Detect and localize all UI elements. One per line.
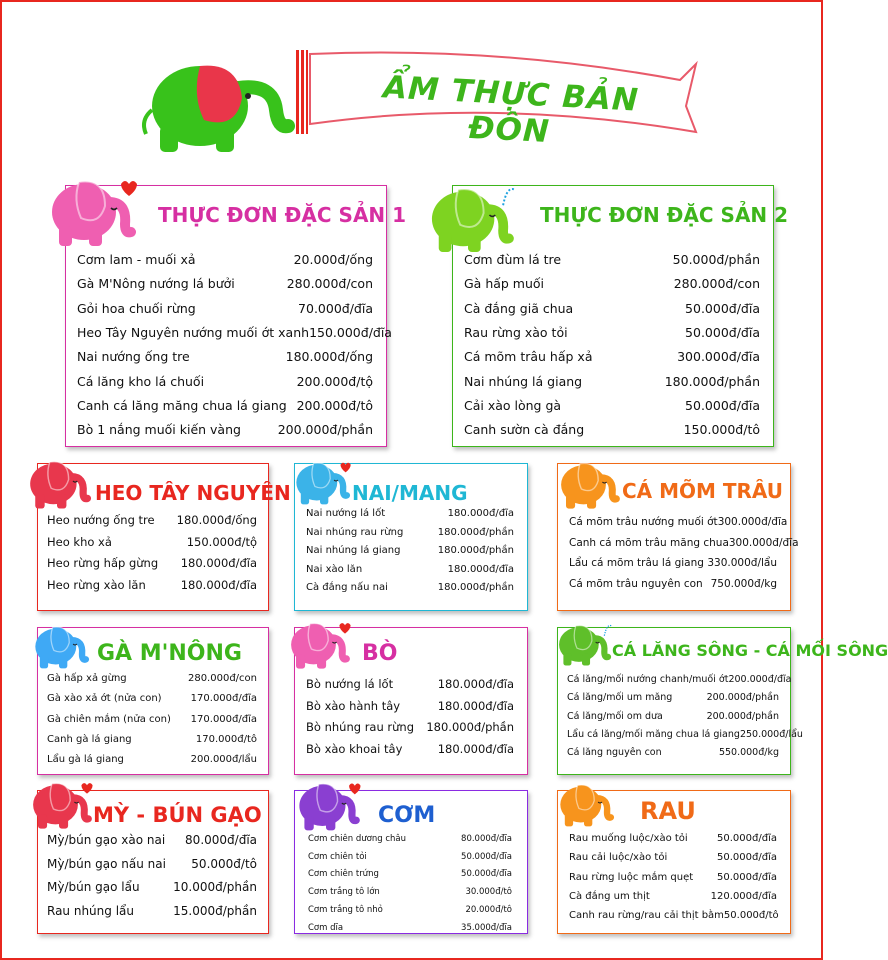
menu-item — [77, 374, 373, 389]
menu-item — [569, 536, 799, 549]
menu-item — [47, 693, 257, 704]
menu-item-name: Heo rừng hấp gừng — [47, 556, 159, 570]
menu-item — [464, 325, 760, 340]
menu-item-price: 180.000đ/phần — [664, 373, 760, 389]
menu-item-name: Cơm trắng tô nhỏ — [308, 904, 383, 915]
menu-item — [569, 852, 777, 863]
menu-item-price: 20.000đ/tô — [465, 904, 512, 915]
menu-item — [567, 747, 779, 758]
menu-item — [47, 556, 257, 570]
menu-item-price: 170.000đ/tô — [195, 733, 257, 745]
menu-item — [464, 422, 760, 437]
menu-item-name: Nai xào lăn — [306, 563, 363, 575]
menu-item-name: Cơm chiên dương châu — [308, 834, 406, 844]
menu-item-price: 550.000đ/kg — [718, 747, 779, 759]
section-title: NAI/MANG — [352, 481, 468, 505]
menu-item — [569, 578, 777, 590]
menu-item-name: Cá lăng nguyên con — [567, 747, 662, 759]
menu-item — [464, 252, 760, 267]
menu-item — [569, 891, 777, 902]
menu-item — [47, 880, 257, 894]
elephant-icon — [20, 452, 94, 514]
menu-item-price: 50.000đ/tô — [191, 856, 257, 871]
section-title: THỰC ĐƠN ĐẶC SẢN 2 — [540, 203, 789, 227]
menu-item — [308, 834, 512, 844]
menu-item-name: Bò xào khoai tây — [306, 741, 403, 756]
menu-item — [306, 699, 514, 713]
menu-item-price: 30.000đ/tô — [465, 887, 512, 898]
menu-item-name: Gỏi hoa chuối rừng — [77, 300, 196, 316]
menu-item — [306, 545, 514, 556]
menu-item-price: 280.000đ/con — [286, 276, 373, 292]
menu-item-price: 50.000đ/đĩa — [717, 852, 777, 864]
menu-item — [77, 422, 373, 437]
menu-item-price: 180.000đ/đĩa — [447, 508, 514, 519]
menu-item-name: Canh cá mõm trâu măng chua — [569, 536, 729, 549]
menu-item-name: Rau nhúng lẩu — [47, 903, 134, 918]
menu-item-price: 180.000đ/phần — [426, 720, 514, 734]
menu-item-name: Nai nướng ống tre — [77, 349, 190, 365]
menu-item — [77, 349, 373, 364]
menu-item-name: Mỳ/bún gạo nấu nai — [47, 856, 166, 871]
menu-item-price: 200.000đ/tộ — [296, 373, 373, 389]
menu-item-name: Rau muống luộc/xào tỏi — [569, 833, 688, 844]
menu-item — [569, 872, 777, 883]
menu-item-name: Canh rau rừng/rau cải thịt bằm — [569, 910, 724, 922]
menu-item-name: Canh gà lá giang — [47, 733, 132, 745]
menu-item-name: Canh cá lăng măng chua lá giang — [77, 397, 287, 413]
menu-item-name: Cá lăng/mối nướng chanh/muối ớt — [567, 674, 729, 685]
menu-item — [47, 673, 257, 684]
menu-item-price: 15.000đ/phần — [173, 903, 257, 918]
menu-item — [567, 674, 792, 685]
section-title: GÀ M'NÔNG — [97, 641, 242, 666]
menu-item — [569, 910, 777, 921]
menu-item-price: 80.000đ/đĩa — [185, 833, 257, 847]
menu-item — [567, 711, 779, 722]
menu-item-name: Nai nướng lá lốt — [306, 508, 386, 519]
menu-item-name: Rau cải luộc/xào tỏi — [569, 852, 668, 864]
menu-item-price: 200.000đ/tô — [296, 397, 373, 413]
menu-item-price: 280.000đ/con — [673, 276, 760, 292]
menu-item-name: Gà hấp muối — [464, 276, 545, 292]
menu-item-name: Cải xào lòng gà — [464, 397, 562, 413]
menu-item — [464, 301, 760, 316]
menu-item-name: Lẩu cá mõm trâu lá giang — [569, 557, 704, 569]
menu-item-name: Cá mõm trâu nguyên con — [569, 577, 703, 590]
menu-item-name: Bò 1 nắng muối kiến vàng — [77, 422, 241, 438]
menu-item — [567, 692, 779, 703]
menu-item — [306, 508, 514, 519]
elephant-heart-icon — [282, 612, 352, 676]
section-title: CƠM — [378, 803, 436, 828]
menu-item-price: 70.000đ/đĩa — [298, 300, 373, 316]
menu-item — [77, 301, 373, 316]
menu-item-name: Heo nướng ống tre — [47, 513, 155, 527]
menu-item — [306, 720, 514, 734]
menu-item-price: 50.000đ/đĩa — [685, 300, 760, 316]
section-title: BÒ — [362, 641, 398, 666]
menu-item — [464, 349, 760, 364]
menu-item — [569, 516, 788, 528]
menu-item — [308, 852, 512, 862]
page-title: ẨM THỰC BẢN ĐÔN — [382, 69, 640, 151]
menu-item-price: 50.000đ/đĩa — [685, 397, 760, 413]
menu-item-price: 50.000đ/đĩa — [717, 871, 777, 883]
menu-item — [47, 578, 257, 592]
menu-item-price: 300.000đ/đĩa — [717, 516, 788, 528]
menu-item-price: 10.000đ/phần — [173, 880, 257, 894]
menu-item-price: 200.000đ/đĩa — [728, 674, 792, 685]
menu-item — [306, 527, 514, 538]
menu-item-name: Nai nhúng lá giang — [464, 373, 583, 389]
section-title: HEO TÂY NGUYÊN — [95, 481, 291, 505]
menu-item — [308, 887, 512, 897]
menu-item — [47, 734, 257, 745]
menu-item-price: 180.000đ/đĩa — [437, 741, 514, 756]
menu-item-name: Cơm chiên trứng — [308, 869, 379, 880]
menu-item-price: 750.000đ/kg — [710, 577, 777, 590]
menu-item-name: Mỳ/bún gạo lẩu — [47, 880, 140, 894]
menu-item-name: Heo kho xả — [47, 534, 112, 549]
menu-item — [47, 904, 257, 918]
menu-item-price: 80.000đ/đĩa — [461, 834, 512, 844]
menu-item-name: Cá lăng kho lá chuối — [77, 373, 205, 389]
menu-item-name: Gà M'Nông nướng lá bưởi — [77, 276, 235, 292]
menu-item-name: Gà xào xả ớt (nửa con) — [47, 693, 162, 705]
menu-item — [464, 398, 760, 413]
menu-item-price: 50.000đ/đĩa — [717, 833, 777, 844]
menu-item-price: 180.000đ/phần — [437, 545, 514, 556]
menu-item-price: 120.000đ/đĩa — [710, 890, 777, 902]
elephant-heart-icon — [290, 772, 362, 838]
menu-item-name: Rau rừng xào tỏi — [464, 324, 568, 340]
menu-item — [464, 276, 760, 291]
menu-item-price: 170.000đ/đĩa — [190, 713, 257, 725]
menu-item — [464, 374, 760, 389]
menu-item-name: Canh sườn cà đắng — [464, 422, 585, 438]
menu-item-price: 50.000đ/đĩa — [461, 869, 512, 880]
menu-item — [306, 742, 514, 756]
menu-item-name: Nai nhúng lá giang — [306, 545, 401, 556]
elephant-heart-icon — [34, 168, 144, 252]
menu-item — [47, 833, 257, 847]
menu-item-price: 180.000đ/đĩa — [437, 698, 514, 713]
elephant-heart-icon — [288, 450, 352, 514]
menu-item-name: Bò xào hành tây — [306, 698, 401, 713]
menu-item-price: 170.000đ/đĩa — [190, 693, 257, 705]
menu-item-price: 180.000đ/ống — [176, 513, 257, 527]
menu-item-price: 50.000đ/tô — [723, 910, 779, 922]
menu-item-price: 180.000đ/đĩa — [180, 577, 257, 592]
menu-item-name: Bò nhúng rau rừng — [306, 720, 415, 734]
menu-item — [308, 905, 512, 915]
menu-item-name: Cá mõm trâu nướng muối ớt — [569, 516, 718, 528]
menu-item — [77, 324, 392, 340]
menu-item-price: 150.000đ/tộ — [186, 534, 257, 549]
menu-item — [306, 564, 514, 575]
menu-item — [47, 535, 257, 549]
menu-item-price: 330.000đ/lẩu — [707, 557, 777, 569]
section-title: MỲ - BÚN GẠO — [93, 803, 262, 827]
menu-item-price: 280.000đ/con — [187, 673, 257, 684]
menu-item-price: 180.000đ/phần — [437, 582, 514, 593]
menu-item-price: 180.000đ/đĩa — [447, 563, 514, 575]
menu-item-price: 50.000đ/phần — [672, 252, 760, 267]
menu-item — [77, 276, 373, 291]
menu-item — [47, 714, 257, 725]
menu-item — [47, 513, 257, 527]
menu-item-price: 200.000đ/phần — [277, 422, 373, 438]
menu-item-price: 35.000đ/đĩa — [461, 922, 512, 933]
menu-item-price: 50.000đ/đĩa — [685, 324, 760, 340]
menu-item-name: Cơm đùm lá tre — [464, 252, 562, 267]
menu-item-price: 300.000đ/đĩa — [677, 349, 760, 365]
menu-item-name: Rau rừng luộc mắm quẹt — [569, 871, 694, 883]
elephant-icon — [552, 772, 616, 836]
section-title: CÁ MÕM TRÂU — [622, 479, 784, 503]
elephant-water-icon — [551, 612, 613, 676]
menu-item-price: 180.000đ/ống — [285, 349, 373, 365]
elephant-water-icon — [418, 176, 518, 258]
elephant-icon — [552, 452, 622, 516]
menu-item-price: 200.000đ/phần — [706, 710, 779, 722]
section-title: CÁ LĂNG SÔNG - CÁ MỐI SÔNG — [612, 641, 888, 660]
menu-item-name: Lẩu gà lá giang — [47, 754, 124, 766]
menu-item — [47, 754, 257, 765]
menu-item — [77, 398, 373, 413]
elephant-icon — [27, 614, 91, 678]
menu-item-price: 180.000đ/đĩa — [180, 556, 257, 570]
menu-item — [308, 923, 512, 933]
menu-item — [306, 677, 514, 691]
menu-item — [47, 857, 257, 871]
menu-item-name: Gà hấp xả gừng — [47, 673, 127, 684]
elephant-heart-icon — [24, 772, 94, 836]
menu-item — [569, 833, 777, 844]
menu-item-name: Cá lăng/mối um măng — [567, 692, 673, 704]
menu-item-name: Gà chiên mắm (nửa con) — [47, 713, 171, 725]
menu-item — [306, 582, 514, 593]
menu-item-price: 200.000đ/lẩu — [190, 754, 257, 766]
menu-item-name: Cà đắng um thịt — [569, 890, 650, 902]
menu-item-name: Cà đắng nấu nai — [306, 582, 388, 593]
menu-item — [77, 252, 373, 267]
menu-item-name: Cá lăng/mối om dưa — [567, 710, 663, 722]
section-title: THỰC ĐƠN ĐẶC SẢN 1 — [158, 203, 407, 227]
menu-item-name: Cà đắng giã chua — [464, 300, 574, 316]
menu-item-name: Heo Tây Nguyên nướng muối ớt xanh — [77, 324, 310, 340]
menu-item-price: 20.000đ/ống — [293, 252, 373, 267]
menu-item-name: Lẩu cá lăng/mối măng chua lá giang — [567, 728, 740, 740]
menu-item — [308, 869, 512, 879]
section-title: RAU — [640, 797, 696, 825]
menu-item-name: Cơm dĩa — [308, 922, 344, 933]
menu-item-name: Cơm chiên tỏi — [308, 851, 367, 862]
menu-item-price: 150.000đ/đĩa — [309, 324, 392, 340]
menu-item-name: Mỳ/bún gạo xào nai — [47, 833, 166, 847]
menu-item-name: Bò nướng lá lốt — [306, 677, 394, 691]
menu-item-name: Heo rừng xào lăn — [47, 577, 146, 592]
menu-item-price: 180.000đ/đĩa — [437, 677, 514, 691]
menu-item-price: 250.000đ/lẩu — [739, 728, 803, 740]
menu-item-name: Cơm trắng tô lớn — [308, 887, 380, 898]
menu-item — [569, 557, 777, 569]
menu-item-price: 300.000đ/đĩa — [728, 536, 799, 549]
menu-item — [567, 728, 803, 740]
menu-item-name: Nai nhúng rau rừng — [306, 526, 404, 538]
menu-item-name: Cá mõm trâu hấp xả — [464, 349, 593, 365]
header-elephant-icon — [138, 48, 298, 158]
menu-item-price: 180.000đ/phần — [437, 526, 514, 538]
menu-item-price: 150.000đ/tô — [683, 422, 760, 438]
menu-item-price: 50.000đ/đĩa — [461, 851, 512, 862]
menu-item-price: 200.000đ/phần — [706, 692, 779, 704]
menu-item-name: Cơm lam - muối xả — [77, 252, 196, 267]
